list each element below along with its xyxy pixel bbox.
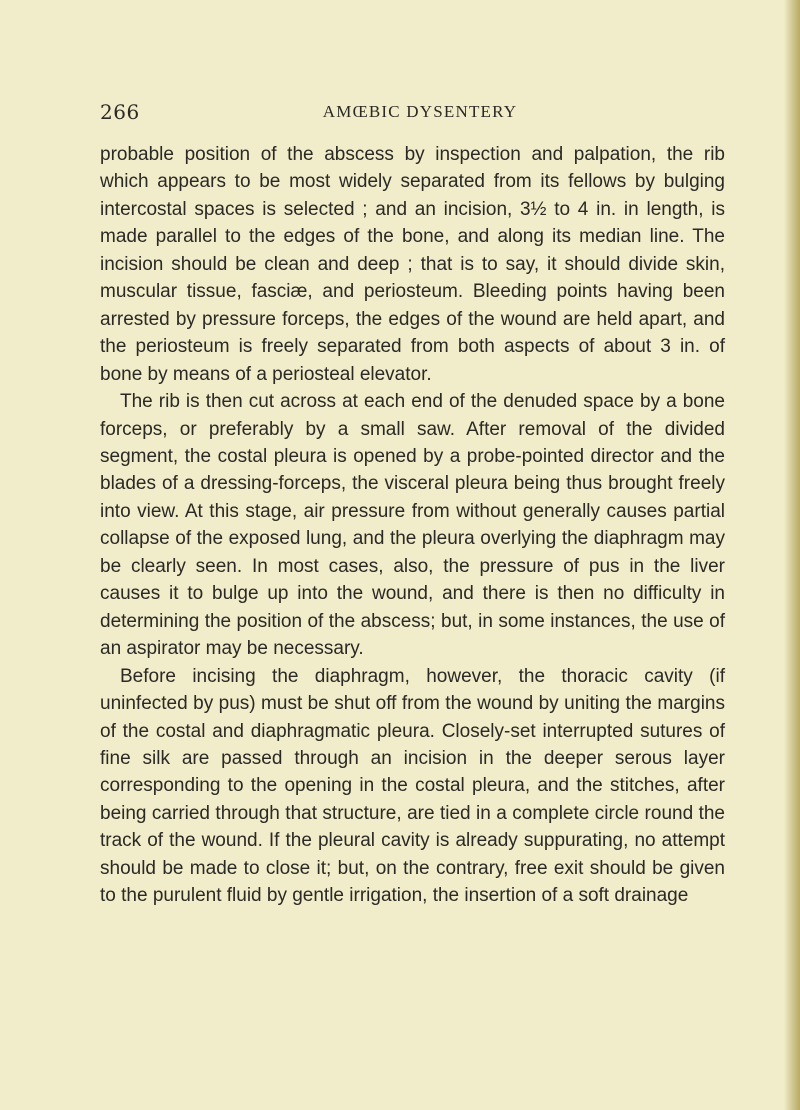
page-edge [784, 0, 800, 1110]
paragraph-1: probable position of the abscess by inspection and palpation, the rib which appears to be most widely separated from its fellows by bulging intercostal spaces is selected ; and an incision, 3½ to 4 in. in length, is made parallel to the edges of the bone, and along its median line. The incision should be clean and deep ; that is to say, it should divide skin, muscular tissue, fasciæ, and periosteum. Bleeding points having been arrested by pressure forceps, the edges of the wound are held apart, and the periosteum is freely separated from both aspects of about 3 in. of bone by means of a periosteal elevator. [100, 144, 725, 385]
body-text [100, 141, 725, 910]
paragraph-3: Before incising the diaphragm, however, the thoracic cavity (if uninfected by pus) must be shut off from the wound by uniting the margins of the costal and diaphragmatic pleura. Closely-set interrupted sutures of fine silk are passed through an incision in the deeper serous layer corresponding to the opening in the costal pleura, and the stitches, after being carried through that structure, are tied in a complete circle round the track of the wound. If the pleural cavity is already suppurating, no attempt should be made to close it; but, on the contrary, free exit should be given to the purulent fluid by gentle irrigation, the insertion of a soft drainage [100, 665, 725, 907]
running-title: AMŒBIC DYSENTERY [322, 102, 518, 121]
page-header [100, 100, 740, 130]
paragraph-2: The rib is then cut across at each end of the denuded space by a bone forceps, or preferably by a small saw. After removal of the divided segment, the costal pleura is opened by a probe-pointed director and the blades of a dressing-forceps, the visceral pleura being thus brought freely into view. At this stage, air pressure from without generally causes partial collapse of the exposed lung, and the pleura overlying the diaphragm may be clearly seen. In most cases, also, the pressure of pus in the liver causes it to bulge up into the wound, and there is then no difficulty in determining the position of the abscess; but, in some instances, the use of an aspirator may be necessary. [100, 391, 725, 660]
page-number: 266 [100, 100, 140, 124]
